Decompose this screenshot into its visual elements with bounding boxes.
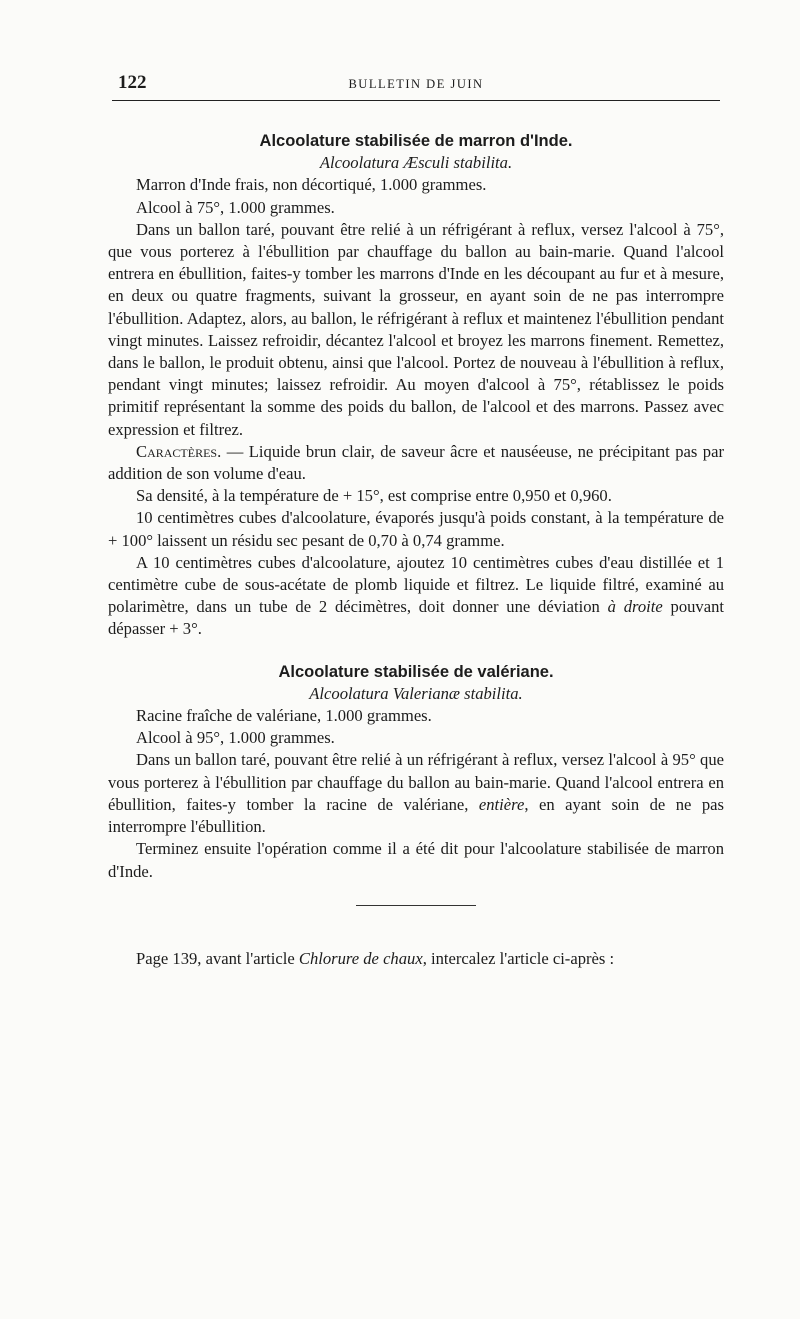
text-run: pouvant dépasser + 3°. [108,597,724,639]
procedure-paragraph: Dans un ballon taré, pouvant être relié à un réfrigérant à reflux, versez l'alcool à 75°, que vous porterez à l'ébullition par chauffage du ballon au bain-marie. Quand l'alcool entrera en ébullition, faites-y tomber les marrons d'Inde en les découpant au fur et à mesure, en deux ou quatre fragments, suivant la grosseur, en ayant soin de ne pas interrompre l'ébullition. Adaptez, alors, au ballon, le réfrigérant à reflux et maintenez l'ébullition pendant vingt minutes. Laissez refroidir, décantez l'alcool et broyez les marrons finement. Remettez, dans le ballon, le produit obtenu, ainsi que l'alcool. Portez de nouveau à l'ébullition à reflux, pendant vingt minutes; laissez refroidir. Au moyen d'alcool à 75°, rétablissez le poids primitif représentant la somme des poids du ballon, de l'alcool et des marrons. Passez avec expression et filtrez. [108,219,724,439]
text-run: Dans un ballon taré, pouvant être relié à un réfrigérant à reflux, versez l'alcool à 95° que vous porterez à l'ébullition par chauffage du ballon au bain-marie. Quand l'alcool entrera en ébullition, faites-y tomber la racine de valériane, [108,750,724,814]
emphasis: à droite [607,597,663,617]
section-marron-inde [108,130,724,641]
page-body [108,130,724,970]
procedure-paragraph [108,749,724,838]
page-header [112,70,720,101]
ingredient-line: Alcool à 75°, 1.000 grammes. [136,197,335,217]
text-run: , en ayant soin de ne pas interrompre l'ébullition. [108,794,724,837]
section-title: Alcoolature stabilisée de valériane. [278,662,554,681]
polarimeter-paragraph [108,552,724,641]
characters-paragraph [108,441,724,485]
page-number: 122 [118,72,147,93]
section-valeriane [108,661,724,883]
characters-text: — Liquide brun clair, de saveur âcre et nauséeuse, ne précipitant pas par addition de son volume d'eau. [108,441,724,484]
characters-label: Caractères. [136,441,222,461]
latin-name: Alcoolatura Æsculi stabilita. [319,153,513,173]
conclusion-paragraph: Terminez ensuite l'opération comme il a été dit pour l'alcoolature stabilisée de marron d'Inde. [108,839,724,881]
latin-name: Alcoolatura Valerianæ stabilita. [309,683,523,703]
ingredient-line: Racine fraîche de valériane, 1.000 grammes. [136,706,432,726]
residue-paragraph: 10 centimètres cubes d'alcoolature, évaporés jusqu'à poids constant, à la température de + 100° laissent un résidu sec pesant de 0,70 à 0,74 gramme. [108,508,724,550]
footer-note [108,948,724,970]
section-divider [356,905,476,906]
ingredient-line: Alcool à 95°, 1.000 grammes. [136,728,335,748]
text-run: A 10 centimètres cubes d'alcoolature, ajoutez 10 centimètres cubes d'eau distillée et 1 centimètre cube de sous-acétate de plomb liquide et filtrez. Le liquide filtré, examiné au polarimètre, dans un tube de 2 décimètres, doit donner une déviation [108,552,724,617]
text-run: Page 139, avant l'article [136,948,299,968]
text-run: , intercalez l'article ci-après : [422,948,615,968]
running-head: BULLETIN DE JUIN [348,77,484,91]
density-paragraph: Sa densité, à la température de + 15°, est comprise entre 0,950 et 0,960. [136,486,612,506]
section-title: Alcoolature stabilisée de marron d'Inde. [259,132,573,150]
emphasis: entière [478,794,525,814]
emphasis: Chlorure de chaux [298,948,423,968]
ingredient-line: Marron d'Inde frais, non décortiqué, 1.000 grammes. [136,175,487,195]
